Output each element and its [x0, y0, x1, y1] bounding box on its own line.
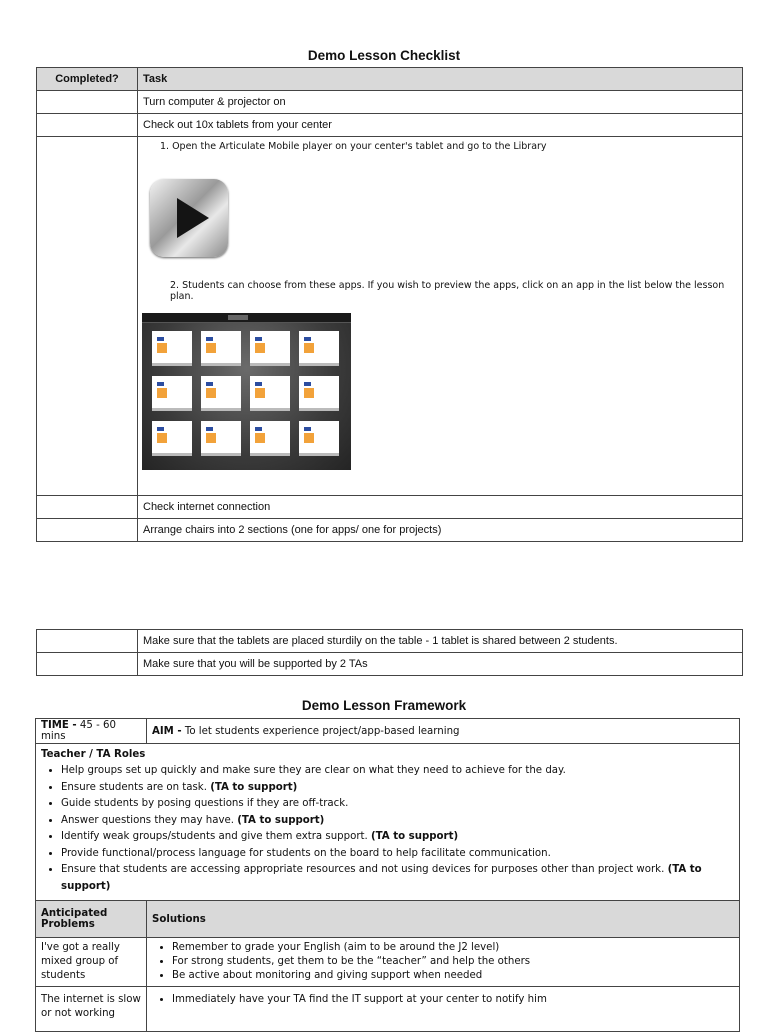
- task-cell: Check internet connection: [138, 496, 743, 519]
- task-cell: Make sure that the tablets are placed sturdily on the table - 1 tablet is shared between 2 students.: [138, 630, 743, 653]
- table-row: [37, 630, 743, 653]
- solution-cell: [147, 987, 740, 1032]
- completed-cell[interactable]: [37, 519, 138, 542]
- app-library-screenshot: [142, 313, 351, 470]
- roles-row: [36, 744, 740, 901]
- app-tile[interactable]: [152, 331, 192, 366]
- task-cell: Check out 10x tablets from your center: [138, 114, 743, 137]
- time-aim-row: [36, 719, 740, 744]
- task-cell: Turn computer & projector on: [138, 91, 743, 114]
- table-row: [37, 519, 743, 542]
- app-tile[interactable]: [250, 376, 290, 411]
- table-row: [37, 653, 743, 676]
- list-item: • Answer questions they may have. (TA to support): [61, 813, 734, 830]
- table-row: [37, 137, 743, 496]
- step-1-text: 1. Open the Articulate Mobile player on your center's tablet and go to the Library: [160, 141, 547, 152]
- list-item: • Ensure students are on task. (TA to support): [61, 780, 734, 797]
- problem-cell: I've got a really mixed group of students: [36, 938, 147, 987]
- checklist-table-continued: [36, 629, 743, 676]
- time-cell: TIME - 45 - 60 mins: [36, 719, 147, 744]
- app-tile[interactable]: [152, 376, 192, 411]
- list-item: • Identify weak groups/students and give them extra support. (TA to support): [61, 829, 734, 846]
- checklist-title: Demo Lesson Checklist: [307, 48, 461, 63]
- completed-cell[interactable]: [37, 91, 138, 114]
- completed-cell[interactable]: [37, 114, 138, 137]
- solutions-header: Solutions: [147, 901, 740, 938]
- app-tile[interactable]: [201, 421, 241, 456]
- roles-cell: [36, 744, 740, 901]
- list-item: • For strong students, get them to be the “teacher” and help the others: [172, 955, 734, 969]
- step-2-text: 2. Students can choose from these apps. If you wish to preview the apps, click on an app in the list below the lesson plan.: [170, 280, 725, 302]
- list-item: • Immediately have your TA find the IT support at your center to notify him: [172, 993, 734, 1007]
- instructions-cell: [138, 137, 743, 496]
- aim-cell: AIM - To let students experience project/app-based learning: [147, 719, 740, 744]
- app-tile[interactable]: [152, 421, 192, 456]
- table-row: [37, 114, 743, 137]
- list-item: • Help groups set up quickly and make sure they are clear on what they need to achieve for the day.: [61, 763, 734, 780]
- app-tile[interactable]: [250, 421, 290, 456]
- checklist-table: [36, 67, 743, 542]
- completed-cell[interactable]: [37, 653, 138, 676]
- framework-table: [35, 718, 740, 1032]
- solution-cell: [147, 938, 740, 987]
- roles-title: Teacher / TA Roles: [41, 749, 146, 760]
- list-item: • Ensure that students are accessing appropriate resources and not using devices for purposes other than project work. (TA to support): [61, 862, 734, 895]
- table-row: [36, 938, 740, 987]
- task-cell: Arrange chairs into 2 sections (one for apps/ one for projects): [138, 519, 743, 542]
- completed-cell[interactable]: [37, 496, 138, 519]
- roles-list: [41, 763, 734, 895]
- completed-cell[interactable]: [37, 137, 138, 496]
- table-header-row: [37, 68, 743, 91]
- list-item: • Provide functional/process language for students on the board to help facilitate communication.: [61, 846, 734, 863]
- app-tile[interactable]: [201, 376, 241, 411]
- app-tile[interactable]: [299, 376, 339, 411]
- app-tile[interactable]: [250, 331, 290, 366]
- col-task-header: Task: [138, 68, 743, 91]
- completed-cell[interactable]: [37, 630, 138, 653]
- app-tile[interactable]: [201, 331, 241, 366]
- col-completed-header: Completed?: [37, 68, 138, 91]
- table-row: [37, 91, 743, 114]
- problems-header-row: [36, 901, 740, 938]
- app-tile[interactable]: [299, 331, 339, 366]
- problems-header: Anticipated Problems: [36, 901, 147, 938]
- list-item: • Guide students by posing questions if they are off-track.: [61, 796, 734, 813]
- problem-cell: The internet is slow or not working: [36, 987, 147, 1032]
- list-item: • Be active about monitoring and giving support when needed: [172, 969, 734, 983]
- task-cell: Make sure that you will be supported by 2 TAs: [138, 653, 743, 676]
- list-item: • Remember to grade your English (aim to be around the J2 level): [172, 941, 734, 955]
- framework-title: Demo Lesson Framework: [301, 698, 467, 713]
- app-tile[interactable]: [299, 421, 339, 456]
- articulate-player-icon[interactable]: [150, 179, 228, 257]
- table-row: [37, 496, 743, 519]
- table-row: [36, 987, 740, 1032]
